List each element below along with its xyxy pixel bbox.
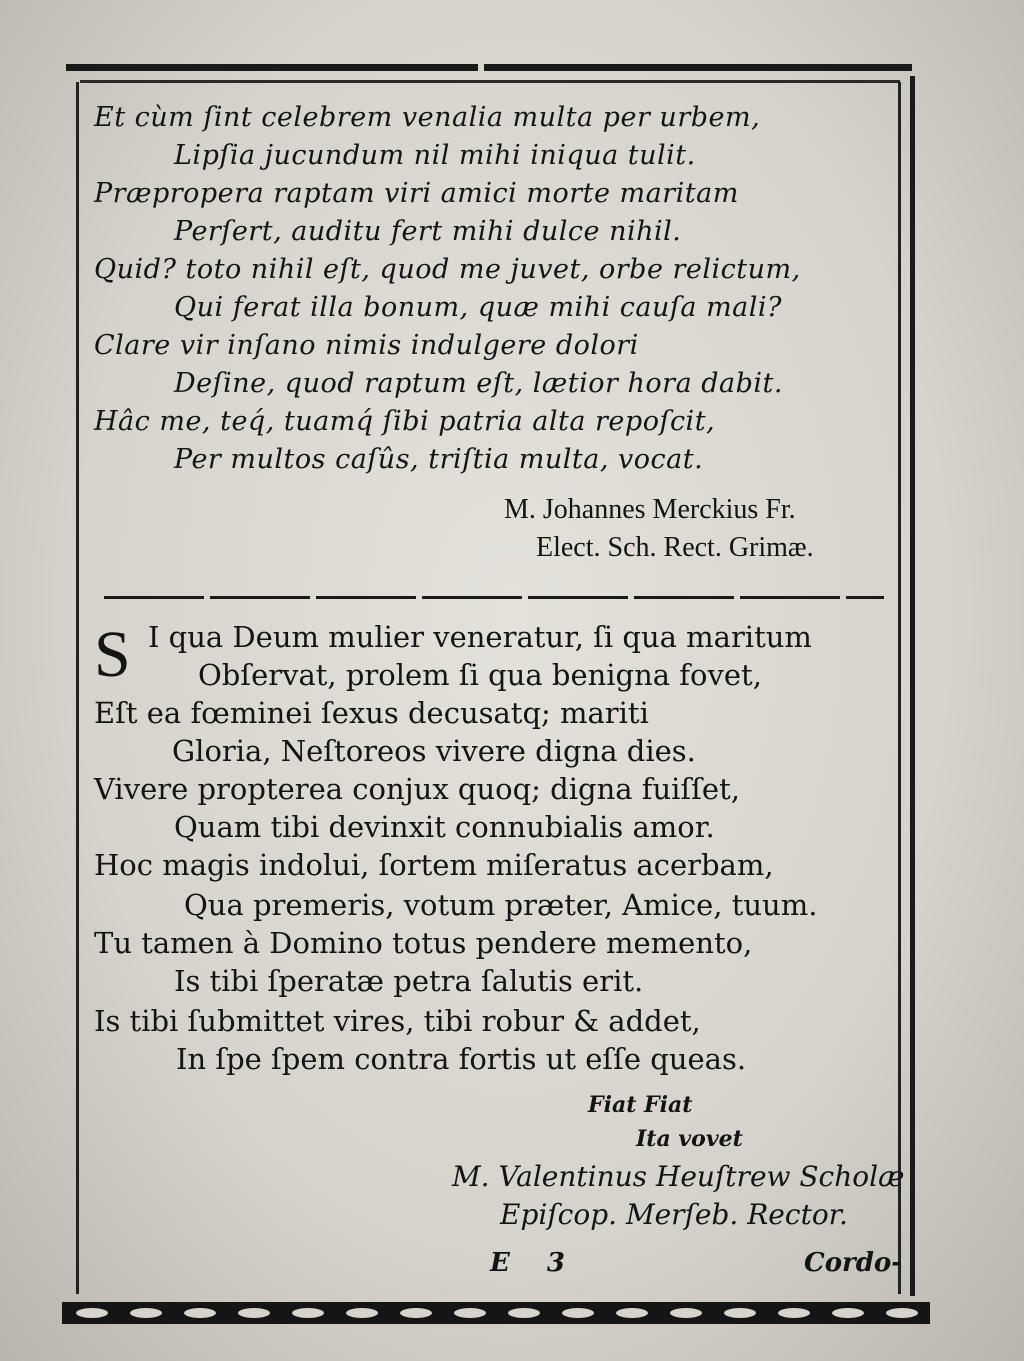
frame-right-outer-rule	[910, 76, 915, 1296]
poem2-signature-name: M. Valentinus Heuſtrew Scholæ	[452, 1160, 905, 1193]
poem1-signature-title: Elect. Sch. Rect. Grimæ.	[536, 532, 814, 563]
poem2-line-11: Is tibi ſubmittet vires, tibi robur & addet,	[94, 1004, 701, 1038]
top-rule-right	[484, 64, 912, 71]
poem2-line-4: Gloria, Neſtoreos vivere digna dies.	[172, 734, 696, 768]
fiat-fiat: Fiat Fiat	[588, 1092, 693, 1118]
poem2-line-9: Tu tamen à Domino totus pendere memento,	[94, 926, 753, 960]
signature-mark: E 3	[490, 1248, 565, 1278]
poem1-line-1: Et cùm ſint celebrem venalia multa per urbem,	[94, 102, 761, 133]
poem2-line-6: Quam tibi devinxit connubialis amor.	[174, 810, 715, 844]
ita-vovet: Ita vovet	[636, 1126, 743, 1152]
poem1-line-6: Qui ferat illa bonum, quæ mihi cauſa mali?	[174, 292, 783, 323]
poem2-line-5: Vivere propterea conjux quoq; digna fuiſſet,	[94, 772, 740, 806]
drop-cap-initial: S	[94, 618, 131, 691]
poem2-line-12: In ſpe ſpem contra fortis ut eſſe queas.	[176, 1042, 747, 1076]
poem2-line-8: Qua premeris, votum præter, Amice, tuum.	[184, 888, 818, 922]
poem2-signature-title: Epiſcop. Merſeb. Rector.	[500, 1198, 848, 1231]
catchword: Cordo-	[804, 1248, 903, 1278]
poem1-line-5: Quid? toto nihil eſt, quod me juvet, orbe relictum,	[94, 254, 801, 285]
poem1-signature-name: M. Johannes Merckius Fr.	[504, 494, 796, 525]
poem1-line-7: Clare vir inſano nimis indulgere dolori	[94, 330, 639, 361]
poem1-line-3: Præpropera raptam viri amici morte maritam	[94, 178, 739, 209]
top-rule-left	[66, 64, 478, 71]
poem2-line-3: Eſt ea fœminei ſexus decusatq; mariti	[94, 696, 649, 730]
poem2-line-10: Is tibi ſperatæ petra ſalutis erit.	[174, 964, 644, 998]
frame-left-rule	[76, 82, 79, 1294]
poem2-line-1: I qua Deum mulier veneratur, ſi qua maritum	[148, 620, 812, 654]
ornament-border	[62, 1298, 930, 1328]
poem1-line-10: Per multos caſûs, triſtia multa, vocat.	[174, 444, 704, 475]
poem1-line-8: Deſine, quod raptum eſt, lætior hora dabit.	[174, 368, 783, 399]
poem1-line-4: Perſert, auditu fert mihi dulce nihil.	[174, 216, 682, 247]
section-divider	[104, 596, 884, 599]
top-thin-rule	[80, 80, 900, 83]
poem1-line-2: Lipſia jucundum nil mihi iniqua tulit.	[174, 140, 696, 171]
poem2-line-7: Hoc magis indolui, ſortem miſeratus acerbam,	[94, 848, 774, 882]
frame-right-rule	[898, 82, 901, 1294]
poem1-line-9: Hâc me, teq́, tuamq́ ſibi patria alta repoſcit,	[94, 406, 716, 437]
poem2-line-2: Obſervat, prolem ſi qua benigna fovet,	[198, 658, 762, 692]
